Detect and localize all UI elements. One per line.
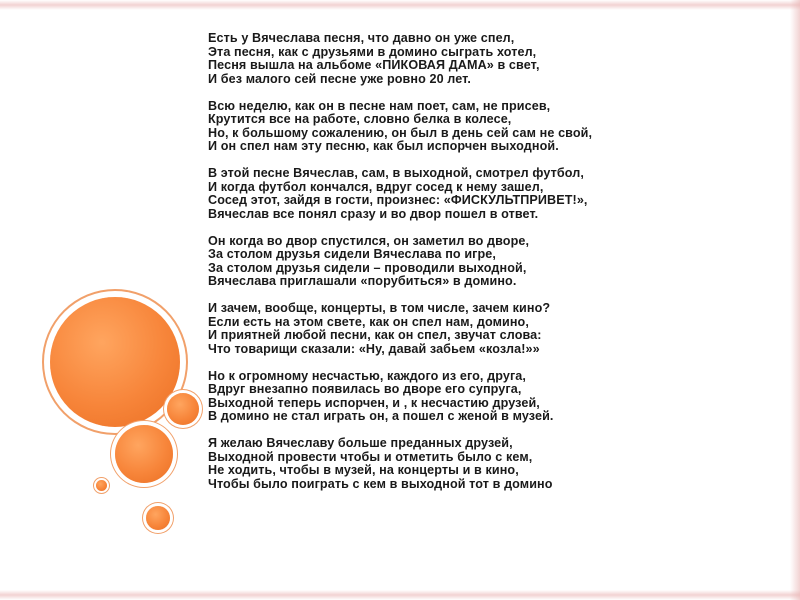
poem-line: В этой песне Вячеслав, сам, в выходной, смотрел футбол, <box>208 166 584 180</box>
poem-line: Что товарищи сказали: «Ну, давай забьем «козла!»» <box>208 341 540 356</box>
poem-line: Он когда во двор спустился, он заметил во дворе, <box>208 233 530 248</box>
decorative-circle-small <box>167 393 199 425</box>
frame-bottom <box>0 590 800 600</box>
frame-right <box>790 0 800 600</box>
decorative-circle-tiny <box>146 506 170 530</box>
stanza-1 <box>208 32 768 86</box>
poem-line: И когда футбол кончался, вдруг сосед к нему зашел, <box>208 179 544 194</box>
poem-line: И зачем, вообще, концерты, в том числе, зачем кино? <box>208 301 551 315</box>
poem-line: Сосед этот, зайдя в гости, произнес: «ФИСКУЛЬТПРИВЕТ!», <box>208 193 588 207</box>
stanza-4 <box>208 235 768 289</box>
poem-line: Не ходить, чтобы в музей, на концерты и в кино, <box>208 463 519 477</box>
poem-line: Чтобы было поиграть с кем в выходной тот в домино <box>208 476 553 491</box>
poem-line: Есть у Вячеслава песня, что давно он уже спел, <box>208 31 515 45</box>
poem-line: За столом друзья сидели – проводили выходной, <box>208 260 527 275</box>
poem-line: И без малого сей песне уже ровно 20 лет. <box>208 71 471 86</box>
decorative-circle-medium <box>115 425 173 483</box>
frame-top <box>0 0 800 10</box>
poem-text <box>208 32 768 505</box>
stanza-3 <box>208 167 768 221</box>
poem-line: В домино не стал играть он, а пошел с женой в музей. <box>208 409 554 423</box>
stanza-7 <box>208 437 768 491</box>
poem-line: Вячеслава приглашали «порубиться» в домино. <box>208 274 517 288</box>
poem-line: За столом друзья сидели Вячеслава по игре, <box>208 247 497 261</box>
poem-line: Я желаю Вячеславу больше преданных друзей, <box>208 436 513 450</box>
poem-line: Но к огромному несчастью, каждого из его, друга, <box>208 368 526 383</box>
poem-line: Выходной теперь испорчен, и , к несчастию друзей, <box>208 395 540 410</box>
poem-line: Эта песня, как с друзьями в домино сыграть хотел, <box>208 44 537 59</box>
poem-line: Крутится все на работе, словно белка в колесе, <box>208 112 512 126</box>
poem-line: И приятней любой песни, как он спел, звучат слова: <box>208 328 542 342</box>
poem-line: Песня вышла на альбоме «ПИКОВАЯ ДАМА» в свет, <box>208 58 540 72</box>
poem-line: Но, к большому сожалению, он был в день сей сам не свой, <box>208 125 593 140</box>
poem-line: Если есть на этом свете, как он спел нам, домино, <box>208 314 529 329</box>
poem-line: Вдруг внезапно появилась во дворе его супруга, <box>208 382 522 396</box>
decorative-circle-large <box>50 297 180 427</box>
decorative-circle-dot <box>96 480 107 491</box>
stanza-2 <box>208 100 768 154</box>
stanza-5 <box>208 302 768 356</box>
poem-line: Всю неделю, как он в песне нам поет, сам, не присев, <box>208 98 551 113</box>
stanza-6 <box>208 370 768 424</box>
poem-line: Выходной провести чтобы и отметить было с кем, <box>208 449 533 464</box>
poem-line: Вячеслав все понял сразу и во двор пошел в ответ. <box>208 206 539 221</box>
poem-line: И он спел нам эту песню, как был испорчен выходной. <box>208 139 559 153</box>
